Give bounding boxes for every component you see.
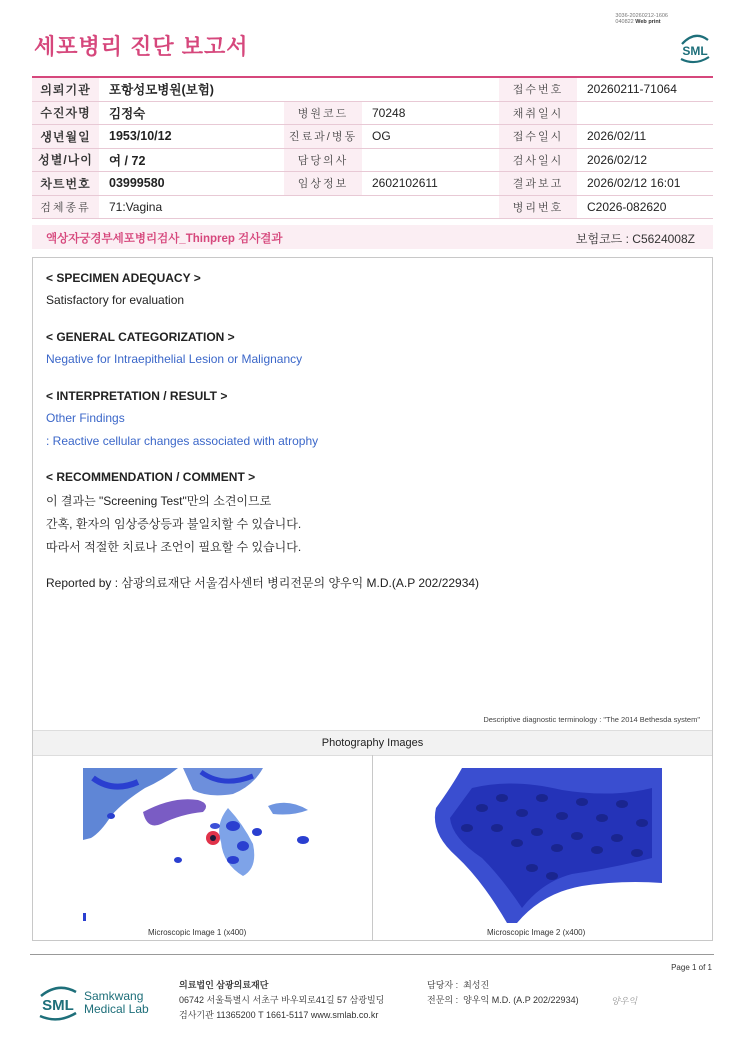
logo-line2: Medical Lab [84, 1002, 149, 1016]
info-value [577, 101, 713, 125]
info-label: 검사일시 [499, 148, 577, 172]
category-text: Negative for Intraepithelial Lesion or Malignancy [46, 352, 303, 366]
info-label: 진료과/병동 [284, 125, 362, 149]
info-value: 20260211-71064 [577, 77, 713, 101]
info-label: 담당의사 [284, 148, 362, 172]
insurance-code: 보험코드 : C5624008Z [575, 232, 695, 246]
staff-label: 담당자 : [427, 980, 459, 990]
info-row [32, 101, 713, 125]
info-value [362, 195, 499, 219]
recommendation-line3: 따라서 적절한 치료나 조언이 필요할 수 있습니다. [46, 540, 302, 554]
info-label: 접수일시 [499, 125, 577, 149]
category-heading: < GENERAL CATEGORIZATION > [46, 330, 235, 344]
info-value: 2026/02/12 [577, 148, 713, 172]
info-row [32, 172, 713, 196]
test-title-bar [32, 225, 713, 249]
info-value: 김정숙 [99, 101, 284, 125]
org-info [179, 978, 384, 1023]
print-id-line1: 3036-20260212-1606 [615, 13, 668, 19]
recommendation-heading: < RECOMMENDATION / COMMENT > [46, 470, 256, 484]
image2-caption: Microscopic Image 2 (x400) [487, 928, 586, 937]
info-value: 2026/02/12 16:01 [577, 172, 713, 196]
print-id [615, 13, 668, 25]
info-value: 여 / 72 [99, 148, 284, 172]
image-divider [372, 755, 373, 940]
info-value: OG [362, 125, 499, 149]
info-value: 03999580 [99, 172, 284, 196]
info-value [362, 148, 499, 172]
info-value: 70248 [362, 101, 499, 125]
image1-caption: Microscopic Image 1 (x400) [148, 928, 247, 937]
info-row [32, 195, 713, 219]
staff-name: 최성진 [463, 980, 490, 990]
info-value: 포항성모병원(보험) [99, 77, 284, 101]
photo-section-heading: Photography Images [33, 730, 712, 756]
info-row [32, 77, 713, 101]
patient-info-table [32, 76, 713, 219]
info-label: 성별/나이 [32, 148, 99, 172]
test-name: 액상자궁경부세포병리검사_Thinprep 검사결과 [46, 233, 283, 245]
info-value: C2026-082620 [577, 195, 713, 219]
interpretation-heading: < INTERPRETATION / RESULT > [46, 389, 228, 403]
info-label: 병원코드 [284, 101, 362, 125]
info-label: 차트번호 [32, 172, 99, 196]
footer-divider [30, 954, 714, 955]
info-value: 71:Vagina [99, 195, 284, 219]
info-label: 생년월일 [32, 125, 99, 149]
info-label: 결과보고 [499, 172, 577, 196]
interpretation-line1: Other Findings [46, 411, 125, 425]
recommendation-line1: 이 결과는 "Screening Test"만의 소견이므로 [46, 494, 272, 508]
reported-by: Reported by : 삼광의료재단 서울검사센터 병리전문의 양우익 M.D.(A.P 202/22934) [46, 576, 480, 590]
info-value: 2602102611 [362, 172, 499, 196]
info-label: 병리번호 [499, 195, 577, 219]
print-id-line2: 040822 [615, 19, 634, 25]
sml-logo [676, 28, 714, 66]
microscopic-image-2 [422, 768, 662, 923]
org-contact: 검사기관 11365200 T 1661-5117 www.smlab.co.kr [179, 1010, 379, 1020]
org-address: 06742 서울특별시 서초구 바우뫼로41길 57 삼광빌딩 [179, 995, 385, 1005]
info-label: 수진자명 [32, 101, 99, 125]
info-row [32, 148, 713, 172]
samkwang-logo-icon [36, 980, 80, 1024]
info-value [362, 77, 499, 101]
info-label: 채취일시 [499, 101, 577, 125]
org-name: 의료법인 삼광의료재단 [179, 980, 269, 990]
recommendation-line2: 간혹, 환자의 임상증상등과 불일치할 수 있습니다. [46, 517, 302, 531]
report-body [32, 257, 713, 941]
adequacy-text: Satisfactory for evaluation [46, 293, 185, 307]
info-label: 검체종류 [32, 195, 99, 219]
svg-text:SML: SML [42, 997, 74, 1014]
info-label: 의뢰기관 [32, 77, 99, 101]
report-title: 세포병리 진단 보고서 [34, 34, 249, 59]
microscopic-image-1 [83, 768, 323, 923]
info-label: 접수번호 [499, 77, 577, 101]
adequacy-heading: < SPECIMEN ADEQUACY > [46, 271, 201, 285]
specialist-name: 양우익 M.D. (A.P 202/22934) [463, 995, 579, 1005]
interpretation-line2: : Reactive cellular changes associated with atrophy [46, 434, 319, 448]
print-mode: Web print [635, 19, 661, 25]
logo-line1: Samkwang [84, 989, 144, 1003]
svg-text:SML: SML [682, 44, 708, 58]
samkwang-logo-text [84, 990, 149, 1016]
info-label [284, 77, 362, 101]
info-label: 임상정보 [284, 172, 362, 196]
info-value: 2026/02/11 [577, 125, 713, 149]
info-label [284, 195, 362, 219]
info-row [32, 125, 713, 149]
staff-info [427, 978, 579, 1008]
specialist-label: 전문의 : [427, 995, 459, 1005]
specialist-signature: 양우익 [611, 997, 638, 1007]
info-value: 1953/10/12 [99, 125, 284, 149]
terminology-note: Descriptive diagnostic terminology : "The 2014 Bethesda system" [483, 715, 700, 724]
page-number: Page 1 of 1 [671, 963, 712, 972]
